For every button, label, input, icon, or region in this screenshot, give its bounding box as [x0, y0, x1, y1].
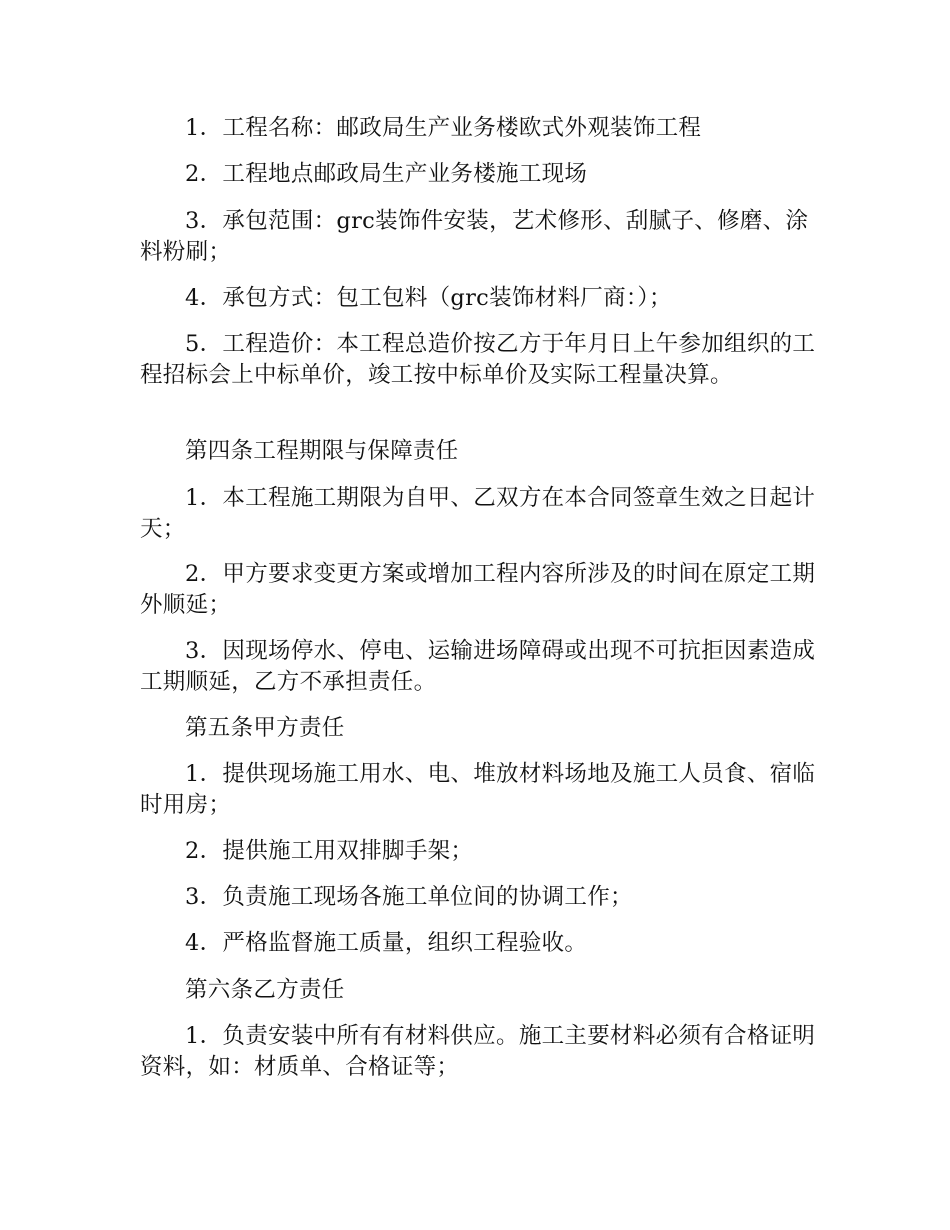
clause-party-b-materials: 1．负责安装中所有有材料供应。施工主要材料必须有合格证明资料，如：材质单、合格证等； [140, 1023, 816, 1080]
clause-party-a-scaffolding: 2．提供施工用双排脚手架； [185, 838, 474, 864]
clause-project-name: 1．工程名称：邮政局生产业务楼欧式外观装饰工程 [185, 115, 702, 141]
clause-party-a-site-facilities: 1．提供现场施工用水、电、堆放材料场地及施工人员食、宿临时用房； [140, 761, 816, 818]
clause-party-a-coordination: 3．负责施工现场各施工单位间的协调工作； [185, 884, 633, 910]
clause-party-a-supervision: 4．严格监督施工质量，组织工程验收。 [185, 930, 588, 956]
section-heading-article-4: 第四条工程期限与保障责任 [185, 438, 459, 464]
clause-contract-scope: 3．承包范围：grc装饰件安装，艺术修形、刮腻子、修磨、涂料粉刷； [140, 208, 809, 265]
clause-schedule-extension: 2．甲方要求变更方案或增加工程内容所涉及的时间在原定工期外顺延； [140, 561, 816, 618]
section-heading-article-5: 第五条甲方责任 [185, 715, 345, 741]
clause-contract-method: 4．承包方式：包工包料（grc装饰材料厂商：）； [185, 285, 672, 311]
clause-force-majeure: 3．因现场停水、停电、运输进场障碍或出现不可抗拒因素造成工期顺延，乙方不承担责任。 [140, 638, 816, 695]
clause-construction-period: 1．本工程施工期限为自甲、乙双方在本合同签章生效之日起计天； [140, 485, 816, 542]
clause-project-cost: 5．工程造价：本工程总造价按乙方于年月日上午参加组织的工程招标会上中标单价，竣工按中标单价及实际工程量决算。 [140, 331, 816, 388]
section-heading-article-6: 第六条乙方责任 [185, 977, 345, 1003]
clause-project-location: 2．工程地点邮政局生产业务楼施工现场 [185, 161, 588, 187]
